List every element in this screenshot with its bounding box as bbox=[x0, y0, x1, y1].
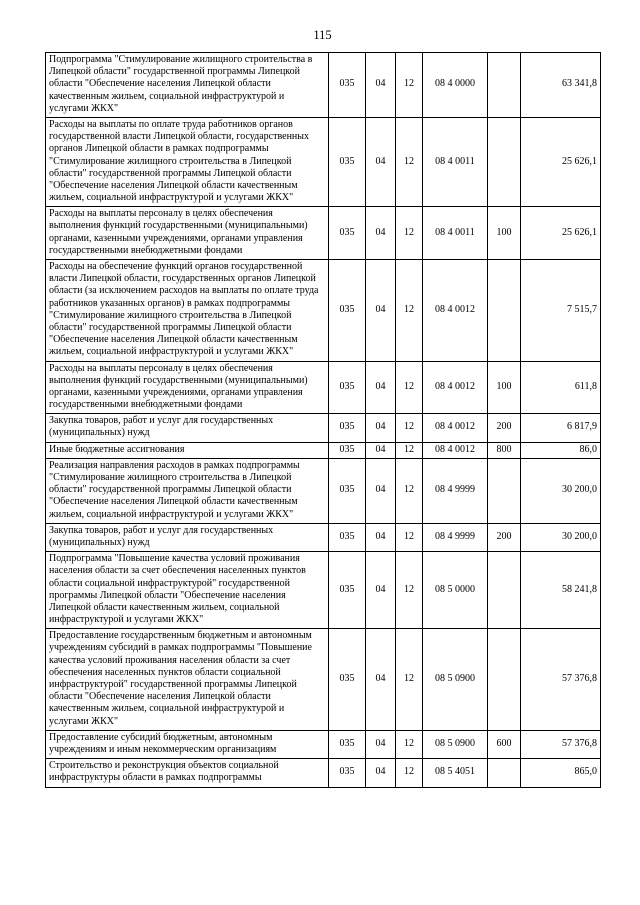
cell-csr: 08 4 0012 bbox=[423, 442, 488, 458]
cell-vr bbox=[488, 552, 521, 629]
cell-vr: 200 bbox=[488, 414, 521, 442]
cell-vr: 100 bbox=[488, 207, 521, 260]
cell-csr: 08 4 0012 bbox=[423, 361, 488, 414]
cell-name: Закупка товаров, работ и услуг для государственных (муниципальных) нужд bbox=[46, 414, 329, 442]
table-row bbox=[46, 629, 601, 731]
cell-grbs: 035 bbox=[329, 260, 366, 362]
cell-grbs: 035 bbox=[329, 207, 366, 260]
cell-csr: 08 4 0011 bbox=[423, 207, 488, 260]
cell-pr: 12 bbox=[396, 414, 423, 442]
cell-name: Предоставление субсидий бюджетным, автономным учреждениям и иным некоммерческим организациям bbox=[46, 730, 329, 758]
cell-pr: 12 bbox=[396, 523, 423, 551]
cell-amount: 63 341,8 bbox=[521, 53, 601, 118]
cell-pr: 12 bbox=[396, 207, 423, 260]
cell-amount: 57 376,8 bbox=[521, 730, 601, 758]
cell-rz: 04 bbox=[366, 414, 396, 442]
cell-name: Предоставление государственным бюджетным и автономным учреждениям субсидий в рамках подпрограммы "Повышение качества условий проживания населения области за счет обеспечения населенных пунктов области социальной инфраструктурой" государственной программы Липецкой области "Обеспечение населения Липецкой области качественным жильем, социальной инфраструктурой и услугами ЖКХ" bbox=[46, 629, 329, 731]
table-row bbox=[46, 207, 601, 260]
cell-csr: 08 5 0000 bbox=[423, 552, 488, 629]
cell-amount: 25 626,1 bbox=[521, 117, 601, 206]
table-row bbox=[46, 53, 601, 118]
budget-table-body bbox=[46, 53, 601, 788]
cell-vr bbox=[488, 53, 521, 118]
cell-name: Реализация направления расходов в рамках подпрограммы "Стимулирование жилищного строительства в Липецкой области" государственной программы Липецкой области "Обеспечение населения Липецкой области качественным жильем, социальной инфраструктурой и услугами ЖКХ" bbox=[46, 458, 329, 523]
table-row bbox=[46, 523, 601, 551]
cell-vr bbox=[488, 458, 521, 523]
cell-pr: 12 bbox=[396, 759, 423, 787]
budget-table bbox=[45, 52, 601, 788]
cell-amount: 25 626,1 bbox=[521, 207, 601, 260]
table-row bbox=[46, 552, 601, 629]
table-row bbox=[46, 759, 601, 787]
cell-rz: 04 bbox=[366, 552, 396, 629]
cell-csr: 08 5 0900 bbox=[423, 629, 488, 731]
cell-amount: 30 200,0 bbox=[521, 523, 601, 551]
cell-vr: 800 bbox=[488, 442, 521, 458]
cell-pr: 12 bbox=[396, 552, 423, 629]
cell-csr: 08 4 0011 bbox=[423, 117, 488, 206]
cell-rz: 04 bbox=[366, 759, 396, 787]
cell-rz: 04 bbox=[366, 207, 396, 260]
cell-amount: 865,0 bbox=[521, 759, 601, 787]
cell-grbs: 035 bbox=[329, 629, 366, 731]
cell-name: Иные бюджетные ассигнования bbox=[46, 442, 329, 458]
cell-pr: 12 bbox=[396, 458, 423, 523]
cell-name: Строительство и реконструкция объектов социальной инфраструктуры области в рамках подпрограммы bbox=[46, 759, 329, 787]
cell-vr bbox=[488, 260, 521, 362]
table-row bbox=[46, 117, 601, 206]
cell-rz: 04 bbox=[366, 260, 396, 362]
cell-rz: 04 bbox=[366, 117, 396, 206]
cell-grbs: 035 bbox=[329, 552, 366, 629]
cell-rz: 04 bbox=[366, 361, 396, 414]
cell-rz: 04 bbox=[366, 523, 396, 551]
cell-rz: 04 bbox=[366, 629, 396, 731]
cell-grbs: 035 bbox=[329, 458, 366, 523]
cell-name: Подпрограмма "Стимулирование жилищного строительства в Липецкой области" государственной программы Липецкой области "Обеспечение населения Липецкой области качественным жильем, социальной инфраструктурой и услугами ЖКХ" bbox=[46, 53, 329, 118]
cell-name: Расходы на выплаты персоналу в целях обеспечения выполнения функций государственными (муниципальными) органами, казенными учреждениями, органами управления государственными внебюджетными фондами bbox=[46, 361, 329, 414]
cell-vr: 600 bbox=[488, 730, 521, 758]
page-number: 115 bbox=[313, 28, 332, 42]
cell-grbs: 035 bbox=[329, 523, 366, 551]
cell-csr: 08 4 9999 bbox=[423, 458, 488, 523]
cell-csr: 08 4 0012 bbox=[423, 260, 488, 362]
cell-csr: 08 4 0000 bbox=[423, 53, 488, 118]
table-row bbox=[46, 361, 601, 414]
cell-rz: 04 bbox=[366, 730, 396, 758]
cell-pr: 12 bbox=[396, 730, 423, 758]
cell-grbs: 035 bbox=[329, 117, 366, 206]
cell-csr: 08 4 0012 bbox=[423, 414, 488, 442]
cell-grbs: 035 bbox=[329, 53, 366, 118]
cell-amount: 7 515,7 bbox=[521, 260, 601, 362]
cell-amount: 30 200,0 bbox=[521, 458, 601, 523]
cell-name: Расходы на выплаты персоналу в целях обеспечения выполнения функций государственными (муниципальными) органами, казенными учреждениями, органами управления государственными внебюджетными фондами bbox=[46, 207, 329, 260]
cell-amount: 6 817,9 bbox=[521, 414, 601, 442]
cell-pr: 12 bbox=[396, 629, 423, 731]
cell-rz: 04 bbox=[366, 458, 396, 523]
table-row bbox=[46, 458, 601, 523]
cell-grbs: 035 bbox=[329, 759, 366, 787]
cell-vr bbox=[488, 629, 521, 731]
cell-amount: 57 376,8 bbox=[521, 629, 601, 731]
cell-pr: 12 bbox=[396, 361, 423, 414]
cell-amount: 611,8 bbox=[521, 361, 601, 414]
cell-vr bbox=[488, 759, 521, 787]
table-row bbox=[46, 730, 601, 758]
cell-pr: 12 bbox=[396, 260, 423, 362]
cell-grbs: 035 bbox=[329, 442, 366, 458]
cell-name: Закупка товаров, работ и услуг для государственных (муниципальных) нужд bbox=[46, 523, 329, 551]
table-row bbox=[46, 414, 601, 442]
cell-amount: 58 241,8 bbox=[521, 552, 601, 629]
cell-csr: 08 5 4051 bbox=[423, 759, 488, 787]
cell-csr: 08 4 9999 bbox=[423, 523, 488, 551]
table-row bbox=[46, 442, 601, 458]
cell-name: Расходы на обеспечение функций органов государственной власти Липецкой области, государственных органов Липецкой области (за исключением расходов на выплаты по оплате труда работников указанных органов) в рамках подпрограммы "Стимулирование жилищного строительства в Липецкой области" государственной программы Липецкой области "Обеспечение населения Липецкой области качественным жильем, социальной инфраструктурой и услугами ЖКХ" bbox=[46, 260, 329, 362]
cell-vr: 200 bbox=[488, 523, 521, 551]
cell-rz: 04 bbox=[366, 442, 396, 458]
cell-grbs: 035 bbox=[329, 414, 366, 442]
cell-vr: 100 bbox=[488, 361, 521, 414]
cell-vr bbox=[488, 117, 521, 206]
cell-grbs: 035 bbox=[329, 361, 366, 414]
cell-pr: 12 bbox=[396, 442, 423, 458]
cell-name: Расходы на выплаты по оплате труда работников органов государственной власти Липецкой области, государственных органов Липецкой области в рамках подпрограммы "Стимулирование жилищного строительства в Липецкой области" государственной программы Липецкой области "Обеспечение населения Липецкой области качественным жильем, социальной инфраструктурой и услугами ЖКХ" bbox=[46, 117, 329, 206]
cell-name: Подпрограмма "Повышение качества условий проживания населения области за счет обеспечения населенных пунктов области социальной инфраструктурой" государственной программы Липецкой области "Обеспечение населения Липецкой области качественным жильем, социальной инфраструктурой и услугами ЖКХ" bbox=[46, 552, 329, 629]
cell-pr: 12 bbox=[396, 53, 423, 118]
cell-grbs: 035 bbox=[329, 730, 366, 758]
cell-rz: 04 bbox=[366, 53, 396, 118]
table-row bbox=[46, 260, 601, 362]
cell-amount: 86,0 bbox=[521, 442, 601, 458]
cell-csr: 08 5 0900 bbox=[423, 730, 488, 758]
cell-pr: 12 bbox=[396, 117, 423, 206]
